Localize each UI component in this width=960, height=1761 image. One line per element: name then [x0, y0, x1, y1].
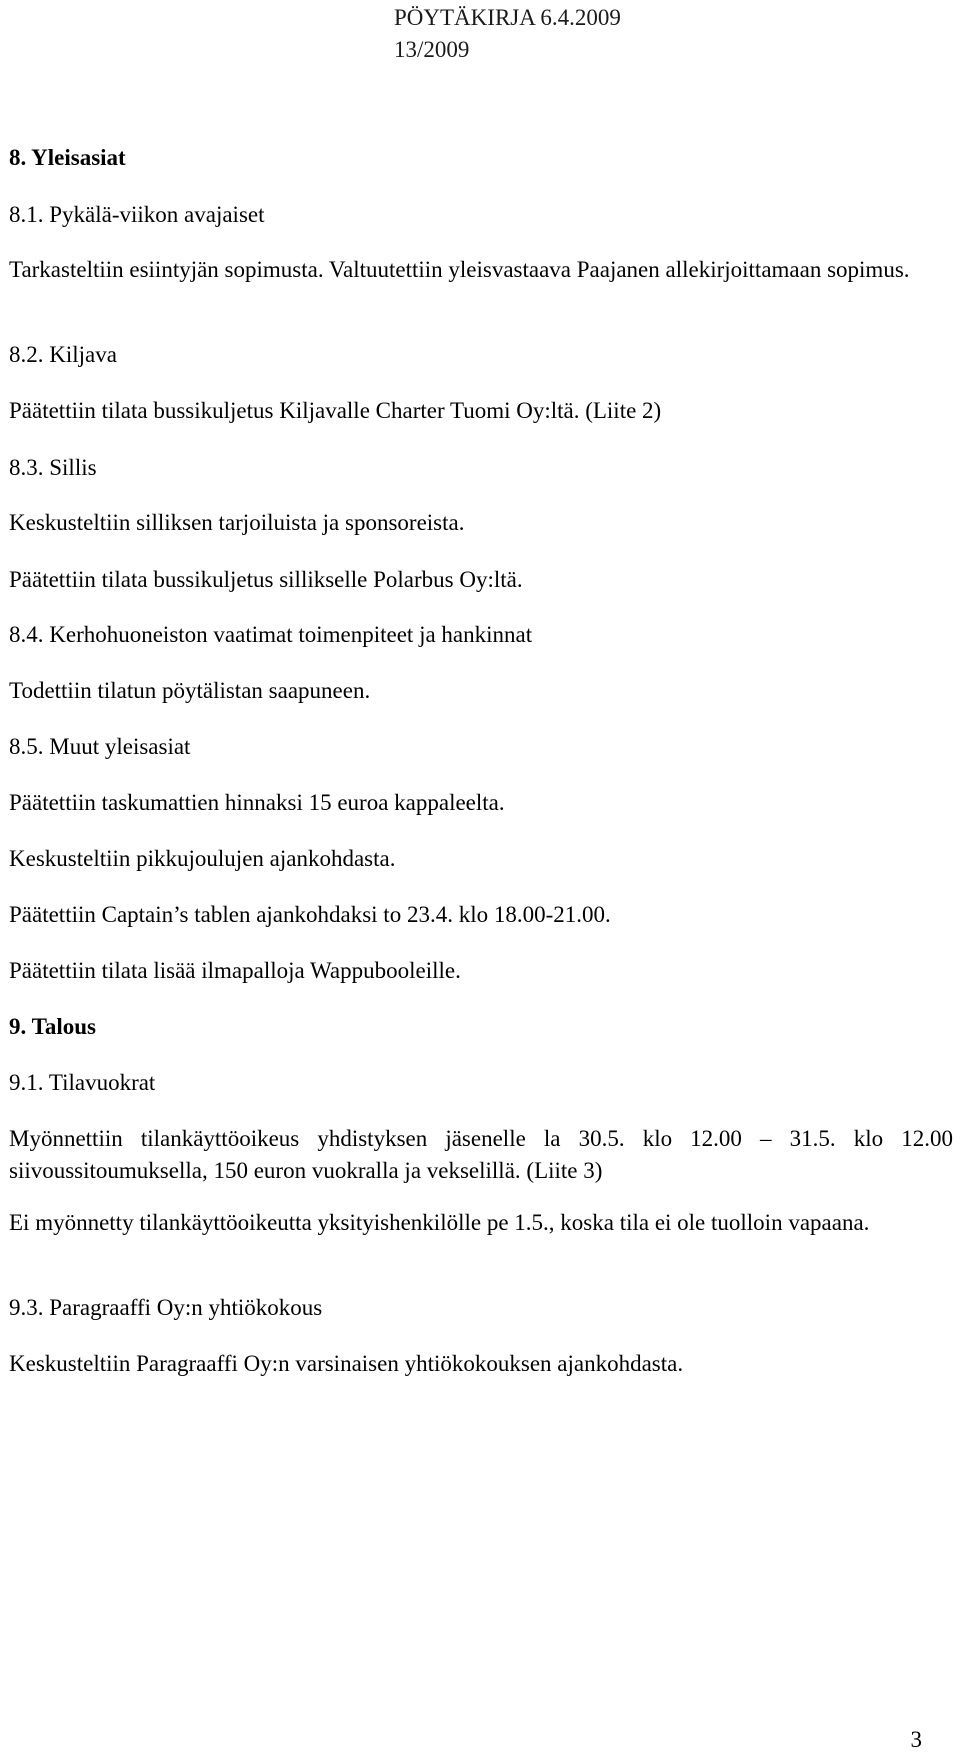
section-8-5-paragraph-1: Päätettiin taskumattien hinnaksi 15 euroa kappaleelta.: [9, 790, 505, 815]
section-9-1-heading: 9.1. Tilavuokrat: [9, 1070, 156, 1095]
header-title: PÖYTÄKIRJA 6.4.2009: [394, 5, 621, 30]
section-8-4-heading: 8.4. Kerhohuoneiston vaatimat toimenpiteet ja hankinnat: [9, 622, 533, 647]
section-8-3-paragraph-1: Keskusteltiin silliksen tarjoiluista ja sponsoreista.: [9, 510, 465, 535]
section-9-3-heading: 9.3. Paragraaffi Oy:n yhtiökokous: [9, 1295, 323, 1320]
document-header: [394, 2, 694, 66]
section-9-3-paragraph: Keskusteltiin Paragraaffi Oy:n varsinaisen yhtiökokouksen ajankohdasta.: [9, 1351, 684, 1376]
header-doc-number: 13/2009: [394, 37, 470, 62]
section-8-5-paragraph-3: Päätettiin Captain’s tablen ajankohdaksi to 23.4. klo 18.00-21.00.: [9, 902, 611, 927]
section-8-2-paragraph: Päätettiin tilata bussikuljetus Kiljavalle Charter Tuomi Oy:ltä. (Liite 2): [9, 398, 662, 423]
section-9-1-paragraph-2: Ei myönnetty tilankäyttöoikeutta yksityishenkilölle pe 1.5., koska tila ei ole tuolloin vapaana.: [9, 1210, 870, 1235]
section-8-4-paragraph: Todettiin tilatun pöytälistan saapuneen.: [9, 678, 371, 703]
section-8-3-paragraph-2: Päätettiin tilata bussikuljetus sillikselle Polarbus Oy:ltä.: [9, 567, 523, 592]
section-8-heading: 8. Yleisasiat: [9, 145, 126, 170]
section-9-1-paragraph-1: Myönnettiin tilankäyttöoikeus yhdistyksen jäsenelle la 30.5. klo 12.00 – 31.5. klo 12.00 siivoussitoumuksella, 150 euron vuokralla ja vekselillä. (Liite 3): [9, 1126, 953, 1183]
section-8-5-paragraph-2: Keskusteltiin pikkujoulujen ajankohdasta.: [9, 846, 396, 871]
section-9-heading: 9. Talous: [9, 1014, 96, 1039]
section-8-5-paragraph-4: Päätettiin tilata lisää ilmapalloja Wappubooleille.: [9, 958, 461, 983]
page-number: 3: [910, 1727, 922, 1752]
section-8-5-heading: 8.5. Muut yleisasiat: [9, 734, 191, 759]
section-8-3-heading: 8.3. Sillis: [9, 455, 97, 480]
section-8-1-heading: 8.1. Pykälä-viikon avajaiset: [9, 202, 265, 227]
section-8-2-heading: 8.2. Kiljava: [9, 342, 117, 367]
section-8-1-paragraph: Tarkasteltiin esiintyjän sopimusta. Valtuutettiin yleisvastaava Paajanen allekirjoittamaan sopimus.: [9, 257, 910, 282]
